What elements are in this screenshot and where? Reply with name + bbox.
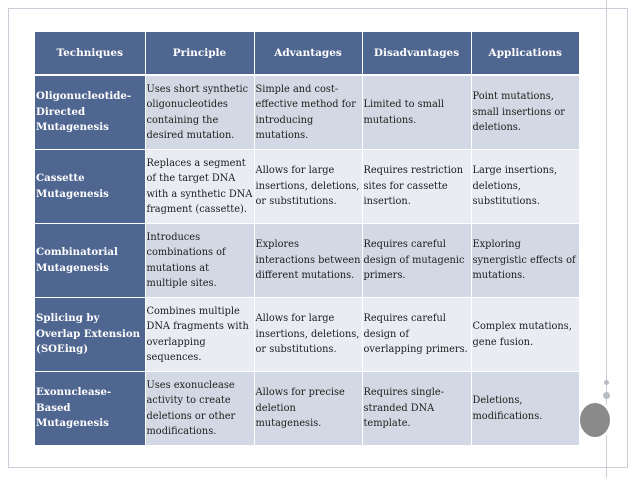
principle-cell: Uses short synthetic oligonucleotides containing the desired mutation. (145, 75, 254, 150)
header-applications: Applications (471, 32, 579, 75)
applications-cell: Large insertions, deletions, substitutions. (471, 150, 579, 224)
advantages-cell: Explores interactions between different mutations. (254, 224, 362, 298)
decor-dot (604, 380, 609, 385)
table-row (35, 224, 579, 298)
disadvantages-cell: Limited to small mutations. (362, 75, 471, 150)
table-header-row (35, 32, 579, 75)
disadvantages-cell: Requires single-stranded DNA template. (362, 372, 471, 446)
principle-cell: Introduces combinations of mutations at multiple sites. (145, 224, 254, 298)
technique-cell: Combinatorial Mutagenesis (35, 224, 145, 298)
mutagenesis-table (35, 32, 579, 446)
principle-cell: Uses exonuclease activity to create deletions or other modifications. (145, 372, 254, 446)
principle-cell: Combines multiple DNA fragments with overlapping sequences. (145, 298, 254, 372)
technique-cell: Cassette Mutagenesis (35, 150, 145, 224)
disadvantages-cell: Requires careful design of mutagenic primers. (362, 224, 471, 298)
table-row (35, 298, 579, 372)
header-advantages: Advantages (254, 32, 362, 75)
advantages-cell: Allows for precise deletion mutagenesis. (254, 372, 362, 446)
disadvantages-cell: Requires careful design of overlapping primers. (362, 298, 471, 372)
disadvantages-cell: Requires restriction sites for cassette insertion. (362, 150, 471, 224)
advantages-cell: Allows for large insertions, deletions, or substitutions. (254, 298, 362, 372)
decor-dot (603, 392, 610, 399)
slide-circle-decoration (577, 400, 613, 440)
table-row (35, 150, 579, 224)
principle-cell: Replaces a segment of the target DNA with a synthetic DNA fragment (cassette). (145, 150, 254, 224)
applications-cell: Complex mutations, gene fusion. (471, 298, 579, 372)
table-row (35, 75, 579, 150)
applications-cell: Deletions, modifications. (471, 372, 579, 446)
technique-cell: Oligonucleotide-Directed Mutagenesis (35, 75, 145, 150)
header-disadvantages: Disadvantages (362, 32, 471, 75)
technique-cell: Splicing by Overlap Extension (SOEing) (35, 298, 145, 372)
header-techniques: Techniques (35, 32, 145, 75)
applications-cell: Exploring synergistic effects of mutations. (471, 224, 579, 298)
applications-cell: Point mutations, small insertions or deletions. (471, 75, 579, 150)
advantages-cell: Allows for large insertions, deletions, or substitutions. (254, 150, 362, 224)
advantages-cell: Simple and cost-effective method for introducing mutations. (254, 75, 362, 150)
technique-cell: Exonuclease-Based Mutagenesis (35, 372, 145, 446)
table-row (35, 372, 579, 446)
header-principle: Principle (145, 32, 254, 75)
